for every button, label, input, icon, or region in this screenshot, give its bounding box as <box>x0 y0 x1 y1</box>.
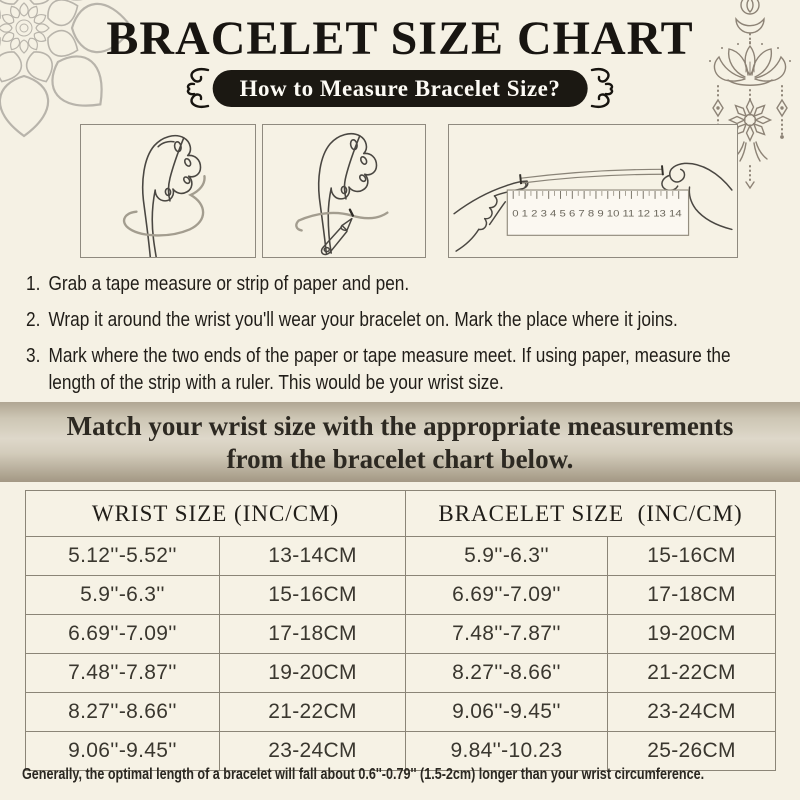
footer-note: Generally, the optimal length of a bracelet will fall about 0.6''-0.79'' (1.5-2cm) longer than your wrist circumference. <box>22 766 705 783</box>
table-cell: 21-22CM <box>608 654 776 693</box>
table-cell: 21-22CM <box>220 693 406 732</box>
step-item-3 <box>26 343 772 397</box>
match-size-banner <box>0 402 800 482</box>
table-cell: 15-16CM <box>220 576 406 615</box>
measure-badge: How to Measure Bracelet Size? <box>213 70 588 107</box>
table-row <box>26 693 776 732</box>
left-flourish-icon <box>180 66 212 110</box>
illustration-measure-strip-with-ruler <box>448 124 738 258</box>
ruler <box>507 190 688 235</box>
table-header-bracelet: BRACELET SIZE (INC/CM) <box>406 491 776 537</box>
step-item-2 <box>26 307 772 334</box>
page-title: BRACELET SIZE CHART <box>106 12 694 65</box>
table-cell: 23-24CM <box>608 693 776 732</box>
fist-pen-illustration-icon <box>263 125 425 257</box>
table-cell: 6.69''-7.09'' <box>406 576 608 615</box>
ruler-measure-illustration-icon <box>449 125 737 257</box>
table-cell: 9.84''-10.23 <box>406 732 608 771</box>
table-header-wrist: WRIST SIZE (INC/CM) <box>26 491 406 537</box>
table-cell: 23-24CM <box>220 732 406 771</box>
step-number: 2. <box>26 309 41 331</box>
table-header-row <box>26 491 776 537</box>
banner-line-2: from the bracelet chart below. <box>226 444 574 474</box>
step-text: Wrap it around the wrist you'll wear your bracelet on. Mark the place where it joins. <box>48 309 678 331</box>
table-cell: 25-26CM <box>608 732 776 771</box>
table-cell: 6.69''-7.09'' <box>26 615 220 654</box>
illustration-tape-around-wrist <box>80 124 256 258</box>
table-cell: 15-16CM <box>608 537 776 576</box>
ruler-numbers: 0 1 2 3 4 5 6 7 8 9 10 11 12 13 14 <box>512 208 682 219</box>
table-cell: 7.48''-7.87'' <box>406 615 608 654</box>
step-text: Grab a tape measure or strip of paper and pen. <box>48 273 410 295</box>
table-cell: 13-14CM <box>220 537 406 576</box>
table-cell: 17-18CM <box>220 615 406 654</box>
table-cell: 19-20CM <box>220 654 406 693</box>
table-cell: 17-18CM <box>608 576 776 615</box>
table-cell: 8.27''-8.66'' <box>406 654 608 693</box>
right-flourish-icon <box>588 66 620 110</box>
step-number: 1. <box>26 273 41 295</box>
table-cell: 9.06''-9.45'' <box>406 693 608 732</box>
table-cell: 7.48''-7.87'' <box>26 654 220 693</box>
table-cell: 19-20CM <box>608 615 776 654</box>
table-cell: 9.06''-9.45'' <box>26 732 220 771</box>
table-row <box>26 615 776 654</box>
step-item-1 <box>26 271 772 298</box>
steps-list <box>26 271 772 406</box>
step-text: Mark where the two ends of the paper or tape measure meet. If using paper, measure the length of the strip with a ruler. This would be your wrist size. <box>48 345 731 394</box>
table-row <box>26 576 776 615</box>
fist-tape-illustration-icon <box>81 125 255 257</box>
step-number: 3. <box>26 345 41 367</box>
table-cell: 5.12''-5.52'' <box>26 537 220 576</box>
table-cell: 8.27''-8.66'' <box>26 693 220 732</box>
paper-strip <box>520 165 663 184</box>
table-row <box>26 537 776 576</box>
table-row <box>26 654 776 693</box>
banner-line-1: Match your wrist size with the appropriate measurements <box>66 411 734 441</box>
illustration-mark-wrist-with-pen <box>262 124 426 258</box>
size-table <box>25 490 776 771</box>
table-row <box>26 732 776 771</box>
table-cell: 5.9''-6.3'' <box>26 576 220 615</box>
table-cell: 5.9''-6.3'' <box>406 537 608 576</box>
